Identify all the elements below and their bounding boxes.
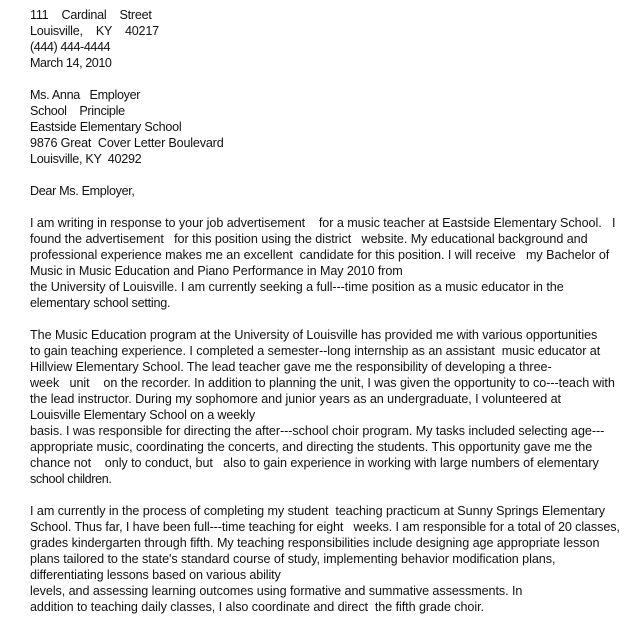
- recipient-school: Eastside Elementary School: [30, 120, 182, 134]
- paragraph-3: [30, 503, 626, 615]
- sender-address-block: [30, 7, 626, 71]
- recipient-name: Ms. Anna Employer: [30, 88, 141, 102]
- paragraph-line: week unit on the recorder. In addition to planning the unit, I was given the opportunity to co---teach with: [30, 376, 615, 390]
- sender-city-state-zip: Louisville, KY 40217: [30, 24, 159, 38]
- spacer: [30, 311, 626, 327]
- paragraph-line: school children.: [30, 472, 112, 486]
- paragraph-line: appropriate music, coordinating the concerts, and directing the students. This opportunity gave me the: [30, 440, 593, 454]
- paragraph-line: to gain teaching experience. I completed a semester--long internship as an assistant music educator at: [30, 344, 601, 358]
- letter-date: March 14, 2010: [30, 56, 112, 70]
- paragraph-line: Louisville Elementary School on a weekly: [30, 408, 256, 422]
- spacer: [30, 199, 626, 215]
- spacer: [30, 167, 626, 183]
- paragraph-1: [30, 215, 626, 311]
- recipient-address-block: [30, 87, 626, 167]
- salutation: Dear Ms. Employer,: [30, 184, 135, 198]
- paragraph-line: School. Thus far, I have been full---time teaching for eight weeks. I am responsible for a total of 20 classes,: [30, 520, 620, 534]
- paragraph-line: Music in Music Education and Piano Performance in May 2010 from: [30, 264, 403, 278]
- recipient-title: School Principle: [30, 104, 125, 118]
- recipient-city-state-zip: Louisville, KY 40292: [30, 152, 142, 166]
- paragraph-line: the University of Louisville. I am currently seeking a full---time position as a music educator in the: [30, 280, 564, 294]
- recipient-street: 9876 Great Cover Letter Boulevard: [30, 136, 224, 150]
- paragraph-line: professional experience makes me an excellent candidate for this position. I will receive my Bachelor of: [30, 248, 610, 262]
- sender-phone: (444) 444-4444: [30, 40, 111, 54]
- paragraph-line: Hillview Elementary School. The lead teacher gave me the responsibility of developing a three-: [30, 360, 552, 374]
- paragraph-line: basis. I was responsible for directing the after---school choir program. My tasks included selecting age---: [30, 424, 605, 438]
- spacer: [30, 71, 626, 87]
- paragraph-line: chance not only to conduct, but also to gain experience in working with large numbers of elementary: [30, 456, 599, 470]
- paragraph-line: I am currently in the process of completing my student teaching practicum at Sunny Springs Elementary: [30, 504, 605, 518]
- paragraph-line: I am writing in response to your job advertisement for a music teacher at Eastside Elementary School. I: [30, 216, 616, 230]
- spacer: [30, 487, 626, 503]
- paragraph-line: found the advertisement for this position using the district website. My educational background and: [30, 232, 588, 246]
- paragraph-line: the lead instructor. During my sophomore and junior years as an undergraduate, I volunteered at: [30, 392, 561, 406]
- paragraph-line: grades kindergarten through fifth. My teaching responsibilities include designing age appropriate lesson: [30, 536, 600, 550]
- paragraph-line: addition to teaching daily classes, I also coordinate and direct the fifth grade choir.: [30, 600, 484, 614]
- paragraph-line: The Music Education program at the University of Louisville has provided me with various opportunities: [30, 328, 598, 342]
- paragraph-line: levels, and assessing learning outcomes using formative and summative assessments. In: [30, 584, 523, 598]
- cover-letter-document: [30, 7, 626, 615]
- paragraph-line: differentiating lessons based on various ability: [30, 568, 281, 582]
- paragraph-2: [30, 327, 626, 487]
- sender-street: 111 Cardinal Street: [30, 8, 152, 22]
- paragraph-line: elementary school setting.: [30, 296, 171, 310]
- paragraph-line: plans tailored to the state's standard course of study, implementing behavior modification plans,: [30, 552, 556, 566]
